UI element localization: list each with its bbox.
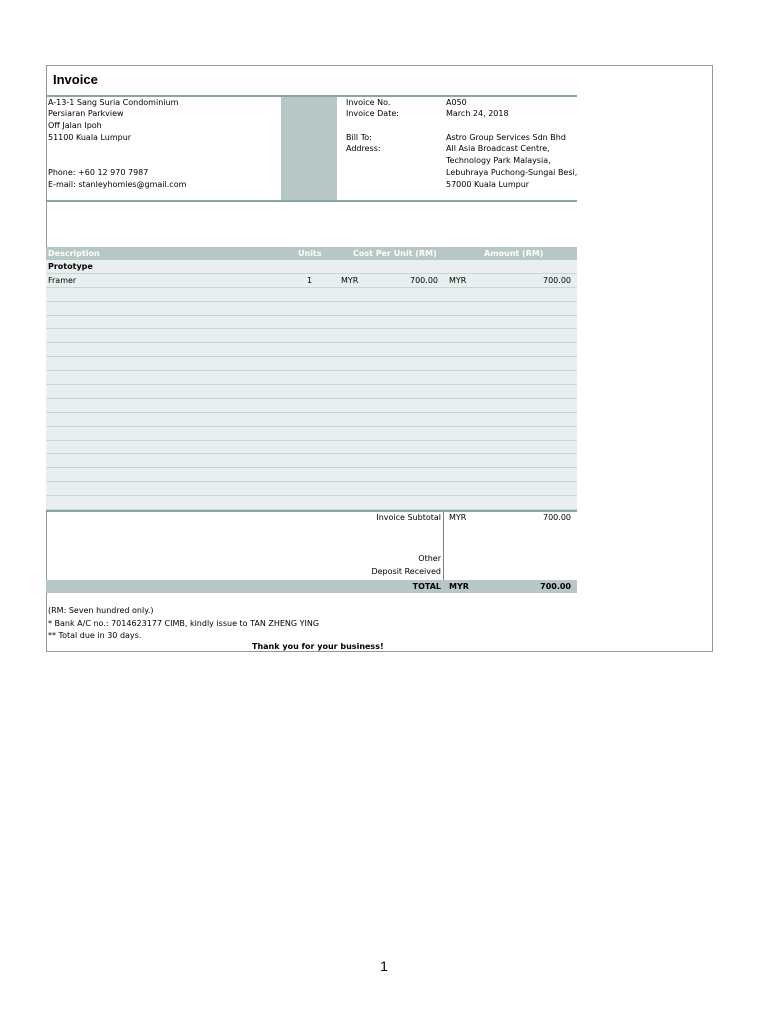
header-shaded-column: [281, 97, 337, 200]
table-row: [46, 441, 577, 455]
table-row: [46, 329, 577, 343]
note-line: * Bank A/C no.: 7014623177 CIMB, kindly issue to TAN ZHENG YING: [48, 619, 320, 628]
address-label: Address:: [346, 144, 381, 153]
page-number: 1: [380, 958, 388, 974]
table-row: [46, 427, 577, 441]
table-row: [46, 371, 577, 385]
table-row: [46, 496, 577, 510]
header-description: Description: [48, 249, 100, 258]
table-section-row: [46, 260, 577, 274]
subtotal-currency: MYR: [449, 513, 467, 522]
item-cost-currency: MYR: [341, 275, 359, 285]
subtotal-value: 700.00: [543, 513, 571, 522]
seller-address-line: Off Jalan Ipoh: [48, 121, 102, 130]
items-table: [46, 260, 577, 510]
invoice-no-label: Invoice No.: [346, 98, 391, 107]
total-currency: MYR: [449, 582, 469, 591]
items-table-header: [46, 247, 577, 260]
item-units: 1: [307, 275, 313, 285]
bill-address-line: Technology Park Malaysia,: [446, 156, 551, 165]
seller-address-line: Persiaran Parkview: [48, 109, 124, 118]
table-row: [46, 399, 577, 413]
item-description: Framer: [48, 275, 77, 285]
bill-to-value: Astro Group Services Sdn Bhd: [446, 133, 566, 142]
header-bottom-rule: [46, 200, 577, 202]
seller-address-line: A-13-1 Sang Suria Condominium: [48, 98, 179, 107]
subtotal-label: Invoice Subtotal: [376, 513, 441, 522]
bill-address-line: All Asia Broadcast Centre,: [446, 144, 550, 153]
bill-address-line: Lebuhraya Puchong-Sungai Besi,: [446, 168, 578, 177]
table-row: [46, 482, 577, 496]
note-line: ** Total due in 30 days.: [48, 631, 142, 640]
section-label: Prototype: [48, 262, 93, 271]
total-label: TOTAL: [412, 582, 441, 591]
header-amount: Amount (RM): [484, 249, 544, 258]
seller-email: E-mail: stanleyhomies@gmail.com: [48, 180, 187, 189]
header-units: Units: [298, 249, 322, 258]
table-row: [46, 316, 577, 330]
deposit-label: Deposit Received: [371, 567, 441, 576]
invoice-date-label: Invoice Date:: [346, 109, 399, 118]
invoice-no-value: A050: [446, 98, 467, 107]
thank-you-text: Thank you for your business!: [252, 642, 384, 651]
table-row: [46, 343, 577, 357]
table-row: [46, 357, 577, 371]
total-value: 700.00: [540, 582, 571, 591]
other-label: Other: [418, 554, 441, 563]
item-cost: 700.00: [410, 275, 438, 285]
table-row: [46, 302, 577, 316]
bill-address-line: 57000 Kuala Lumpur: [446, 180, 530, 189]
table-row: [46, 274, 577, 288]
header-cost: Cost Per Unit (RM): [353, 249, 437, 258]
table-row: [46, 413, 577, 427]
table-row: [46, 454, 577, 468]
table-row: [46, 468, 577, 482]
bill-to-label: Bill To:: [346, 133, 372, 142]
note-line: (RM: Seven hundred only.): [48, 606, 154, 615]
seller-address-line: 51100 Kuala Lumpur: [48, 133, 132, 142]
table-row: [46, 385, 577, 399]
item-amount: 700.00: [543, 275, 571, 285]
item-amount-currency: MYR: [449, 275, 467, 285]
seller-phone: Phone: +60 12 970 7987: [48, 168, 149, 177]
invoice-date-value: March 24, 2018: [446, 109, 509, 118]
invoice-title: Invoice: [53, 72, 98, 87]
table-row: [46, 288, 577, 302]
